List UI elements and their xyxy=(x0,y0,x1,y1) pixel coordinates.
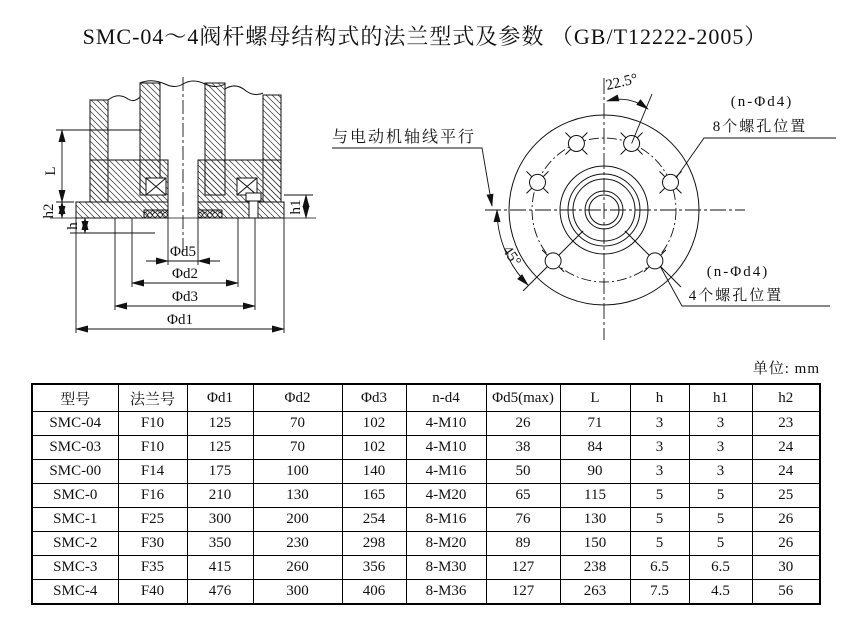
table-cell: 8-M20 xyxy=(406,532,486,556)
table-cell: 25 xyxy=(752,484,820,508)
table-header-cell: Φd1 xyxy=(187,384,253,412)
table-row xyxy=(32,556,820,580)
dim-label-h: h xyxy=(65,222,81,230)
table-cell: 200 xyxy=(253,508,342,532)
bolt-hole xyxy=(621,133,643,155)
holes8-label: 8个螺孔位置 xyxy=(712,119,808,135)
table-cell: 100 xyxy=(253,460,342,484)
table-cell: 4-M20 xyxy=(406,484,486,508)
table-cell: 238 xyxy=(560,556,630,580)
dim-label-h2: h2 xyxy=(41,203,57,219)
table-cell: 5 xyxy=(630,508,689,532)
bolt-hole xyxy=(565,133,587,155)
table-cell: 140 xyxy=(342,460,406,484)
table-cell: 5 xyxy=(689,484,752,508)
table-cell: 56 xyxy=(752,580,820,605)
table-cell: 165 xyxy=(342,484,406,508)
table-cell: 476 xyxy=(187,580,253,605)
angle-label-22-5: 22.5° xyxy=(604,71,640,94)
table-cell: SMC-1 xyxy=(32,508,118,532)
bolt-hole xyxy=(527,171,549,193)
table-cell: 5 xyxy=(630,532,689,556)
table-header-cell: h2 xyxy=(752,384,820,412)
table-cell: F16 xyxy=(118,484,187,508)
table-cell: 130 xyxy=(560,508,630,532)
table-cell: 175 xyxy=(187,460,253,484)
table-cell: 71 xyxy=(560,412,630,436)
table-cell: 30 xyxy=(752,556,820,580)
table-cell: F14 xyxy=(118,460,187,484)
bolt-hole xyxy=(523,231,583,291)
table-header-cell: L xyxy=(560,384,630,412)
table-cell: 7.5 xyxy=(630,580,689,605)
holes4-tag: (n-Φd4) xyxy=(706,264,770,280)
table-cell: 102 xyxy=(342,436,406,460)
dim-label-h1: h1 xyxy=(288,199,304,215)
table-cell: SMC-4 xyxy=(32,580,118,605)
table-cell: 38 xyxy=(486,436,560,460)
table-cell: 24 xyxy=(752,436,820,460)
table-cell: 3 xyxy=(689,436,752,460)
table-cell: 125 xyxy=(187,436,253,460)
table-cell: 298 xyxy=(342,532,406,556)
table-cell: 300 xyxy=(187,508,253,532)
table-cell: 65 xyxy=(486,484,560,508)
table-cell: 76 xyxy=(486,508,560,532)
table-cell: SMC-03 xyxy=(32,436,118,460)
flange-table-body xyxy=(32,412,820,605)
table-cell: 130 xyxy=(253,484,342,508)
table-cell: SMC-3 xyxy=(32,556,118,580)
table-cell: 3 xyxy=(689,412,752,436)
table-cell: 263 xyxy=(560,580,630,605)
table-header-cell: Φd2 xyxy=(253,384,342,412)
table-cell: 8-M30 xyxy=(406,556,486,580)
table-cell: 8-M36 xyxy=(406,580,486,605)
table-cell: 115 xyxy=(560,484,630,508)
page-title: SMC-04～4阀杆螺母结构式的法兰型式及参数 （GB/T12222-2005） xyxy=(82,24,768,49)
table-cell: 89 xyxy=(486,532,560,556)
table-cell: 5 xyxy=(689,532,752,556)
table-row xyxy=(32,580,820,605)
table-cell: F40 xyxy=(118,580,187,605)
table-cell: F10 xyxy=(118,412,187,436)
table-cell: 406 xyxy=(342,580,406,605)
table-cell: 3 xyxy=(630,460,689,484)
table-cell: 23 xyxy=(752,412,820,436)
face-view-drawing xyxy=(330,68,842,346)
table-header-cell: h1 xyxy=(689,384,752,412)
table-cell: SMC-00 xyxy=(32,460,118,484)
table-cell: 254 xyxy=(342,508,406,532)
table-cell: 6.5 xyxy=(689,556,752,580)
table-header-cell: n-d4 xyxy=(406,384,486,412)
table-cell: 230 xyxy=(253,532,342,556)
axis-note-leader xyxy=(332,148,492,206)
dim-label-d3: Φd3 xyxy=(172,289,198,305)
table-cell: 350 xyxy=(187,532,253,556)
table-cell: 150 xyxy=(560,532,630,556)
dim-label-d1: Φd1 xyxy=(167,312,193,328)
table-cell: 3 xyxy=(689,460,752,484)
dim-label-L: L xyxy=(43,166,59,176)
table-row xyxy=(32,532,820,556)
table-cell: 70 xyxy=(253,436,342,460)
bolt-head xyxy=(246,193,261,201)
dim-label-d5: Φd5 xyxy=(170,244,196,260)
table-header-cell: h xyxy=(630,384,689,412)
table-cell: 26 xyxy=(752,532,820,556)
table-cell: 210 xyxy=(187,484,253,508)
table-cell: 127 xyxy=(486,580,560,605)
table-row xyxy=(32,436,820,460)
table-cell: 3 xyxy=(630,412,689,436)
holes8-leader xyxy=(676,138,836,178)
table-cell: SMC-04 xyxy=(32,412,118,436)
table-cell: 5 xyxy=(630,484,689,508)
unit-note: 单位: mm xyxy=(752,361,820,377)
table-cell: 4-M16 xyxy=(406,460,486,484)
dim-label-d2: Φd2 xyxy=(172,266,198,282)
table-header-cell: 型号 xyxy=(32,384,118,412)
table-cell: 300 xyxy=(253,580,342,605)
table-cell: 102 xyxy=(342,412,406,436)
bolt-hole xyxy=(625,231,681,287)
table-header-cell: Φd5(max) xyxy=(486,384,560,412)
table-row xyxy=(32,412,820,436)
axis-note-label: 与电动机轴线平行 xyxy=(332,129,477,146)
table-cell: 90 xyxy=(560,460,630,484)
holes8-tag: (n-Φd4) xyxy=(730,94,794,110)
table-header-row xyxy=(32,384,820,412)
table-cell: 3 xyxy=(630,436,689,460)
break-lines xyxy=(108,81,263,101)
table-cell: 24 xyxy=(752,460,820,484)
table-cell: F10 xyxy=(118,436,187,460)
table-header-cell: 法兰号 xyxy=(118,384,187,412)
table-cell: 4.5 xyxy=(689,580,752,605)
table-cell: 8-M16 xyxy=(406,508,486,532)
holes4-label: 4个螺孔位置 xyxy=(688,288,784,304)
table-cell: 70 xyxy=(253,412,342,436)
table-cell: 5 xyxy=(689,508,752,532)
table-cell: F25 xyxy=(118,508,187,532)
table-cell: 4-M10 xyxy=(406,436,486,460)
table-cell: 4-M10 xyxy=(406,412,486,436)
table-cell: 125 xyxy=(187,412,253,436)
table-cell: 50 xyxy=(486,460,560,484)
table-cell: 26 xyxy=(752,508,820,532)
section-view-drawing xyxy=(20,75,320,357)
table-cell: 84 xyxy=(560,436,630,460)
table-cell: F30 xyxy=(118,532,187,556)
table-cell: 260 xyxy=(253,556,342,580)
table-row xyxy=(32,508,820,532)
table-cell: 356 xyxy=(342,556,406,580)
table-row xyxy=(32,460,820,484)
table-cell: SMC-2 xyxy=(32,532,118,556)
table-cell: F35 xyxy=(118,556,187,580)
table-cell: SMC-0 xyxy=(32,484,118,508)
flange-parameter-table xyxy=(31,383,821,605)
bolt-holes xyxy=(523,133,681,291)
table-cell: 6.5 xyxy=(630,556,689,580)
bolt-shank xyxy=(249,201,258,218)
table-header-cell: Φd3 xyxy=(342,384,406,412)
angle-label-45: 45° xyxy=(498,243,524,270)
table-cell: 415 xyxy=(187,556,253,580)
table-cell: 26 xyxy=(486,412,560,436)
table-cell: 127 xyxy=(486,556,560,580)
table-row xyxy=(32,484,820,508)
